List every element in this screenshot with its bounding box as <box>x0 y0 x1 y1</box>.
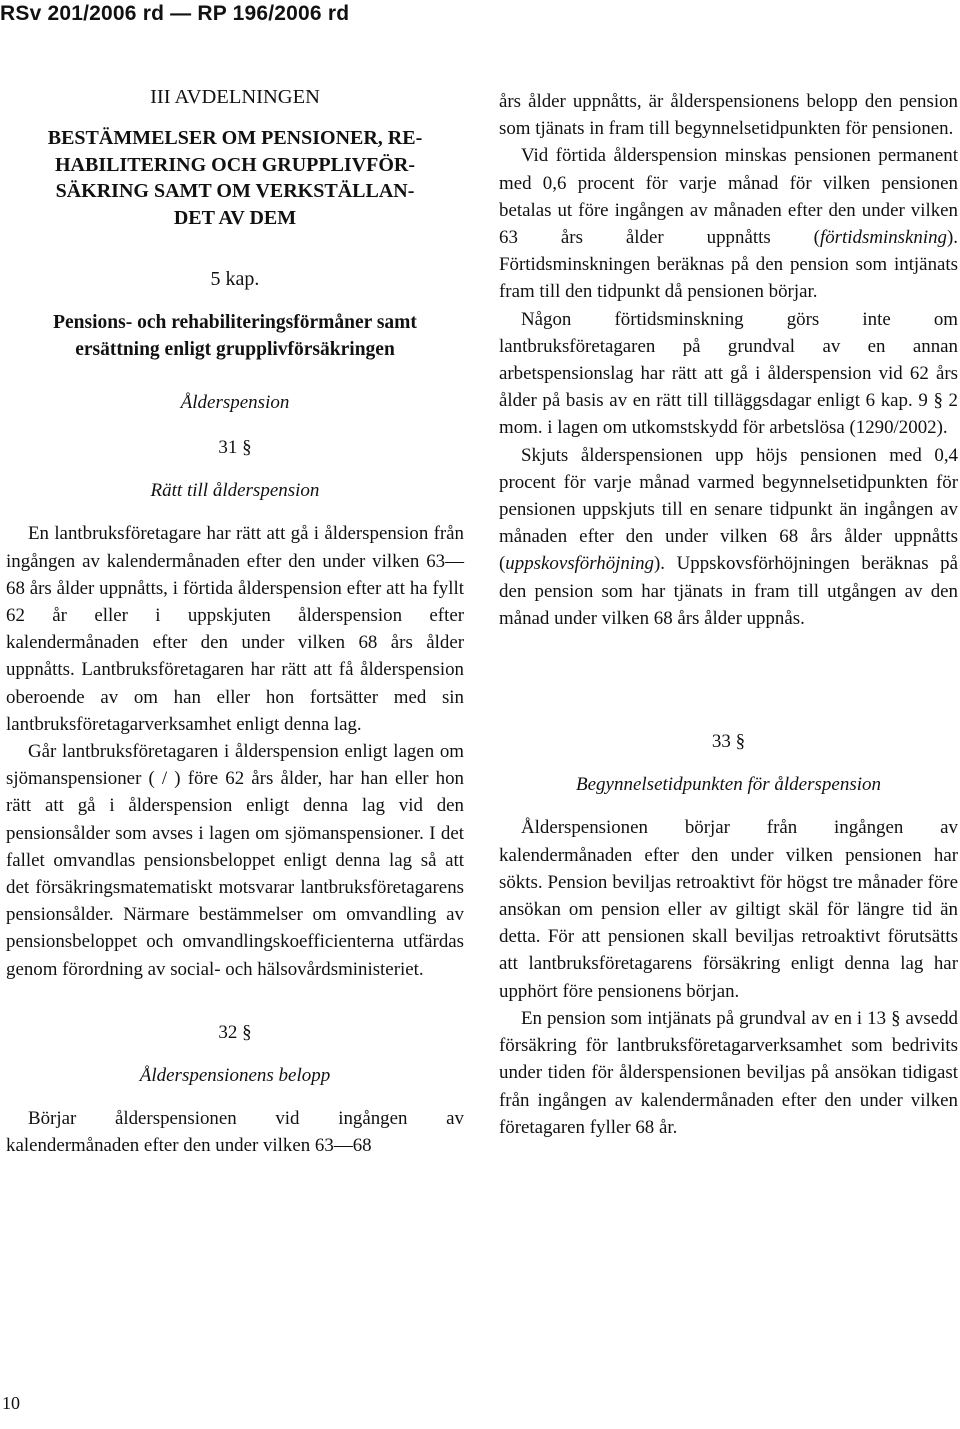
section-32-number: 32 § <box>218 1021 252 1043</box>
running-header: RSv 201/2006 rd — RP 196/2006 rd <box>0 2 350 25</box>
section-31-paragraph-1: En lantbruksföretagare har rätt att gå i ålderspension från ingången av kalendermånaden efter den under vilken 63—68 års ålder uppnåtts, i förtida ålderspension efter att ha fyllt 62 år eller i uppskjuten ålderspension efter kalendermånaden efter den under vilken 68 års ålder uppnåtts. Lantbruksföretagaren har rätt att få ålderspension oberoende av om han eller hon fortsätter med sin lantbruksföretagarverksamhet enligt denna lag. <box>6 523 464 735</box>
part-title <box>6 125 464 231</box>
chapter-title <box>6 309 464 363</box>
part-title-line: HABILITERING OCH GRUPPLIVFÖR- <box>54 153 416 176</box>
section-33-paragraph-1: Ålderspensionen börjar från ingången av kalendermånaden efter den under vilken pensionen har sökts. Pension beviljas retroaktivt för högst tre månader före ansökan om pension eller av giltigt skäl för längre tid än detta. För att pensionen skall beviljas retroaktivt förutsätts att lantbruksföretagarens försäkring enligt denna lag har upphört före pensionens början. <box>499 817 958 1002</box>
section-32-paragraph-1: Börjar ålderspensionen vid ingången av kalendermånaden efter den under vilken 63—68 <box>6 1108 464 1157</box>
section-31-title: Rätt till ålderspension <box>150 480 320 502</box>
term-uppskovsforhojning: uppskovsförhöjning <box>505 553 654 575</box>
part-title-line: DET AV DEM <box>173 206 297 229</box>
text-run: ). Uppskovsförhöjningen beräknas på den pension som har tjänats in fram till utgången av den månad under vilken 68 års ålder uppnås. <box>499 553 958 629</box>
left-column <box>6 84 464 1160</box>
section-31-number: 31 § <box>218 436 252 458</box>
section-31-paragraph-2: Går lantbruksföretagaren i ålderspension enligt lagen om sjömanspensioner ( / ) före 62 års ålder, har han eller hon rätt att gå i ålderspension enligt denna lag vid den pensionsålder som avses i lagen om sjömanspensioner. I det fallet omvandlas pensionsbeloppet enligt denna lag så att det försäkringsmatematiskt motsvarar lantbruksföretagarens pensionsålder. Närmare bestämmelser om omvandling av pensionsbeloppet och omvandlingskoefficienterna utfärdas genom förordning av social- och hälsovårdsministeriet. <box>6 741 464 980</box>
section-33-paragraph-2: En pension som intjänats på grundval av en i 13 § avsedd försäkring för lantbruksföretagarverksamhet som bedrivits under tiden för ålderspensionen beviljas på ansökan tidigast från ingången av kalendermånaden efter den under vilken företagaren fyller 68 år. <box>499 1007 958 1138</box>
subheading-alderspension: Ålderspension <box>180 391 290 413</box>
section-32-title: Ålderspensionens belopp <box>139 1065 331 1087</box>
section-32-paragraph-1-continued: års ålder uppnåtts, är ålderspensionens belopp den pension som tjänats in fram till begynnelsetidpunkten för pensionen. <box>499 91 958 140</box>
section-33-number: 33 § <box>711 731 746 753</box>
section-32-paragraph-2 <box>499 142 958 305</box>
section-32-paragraph-3: Någon förtidsminskning görs inte om lantbruksföretagaren på grundval av en annan arbetspensionslag har rätt att gå i ålderspension vid 62 års ålder på basis av en rätt till tilläggsdagar enligt 6 kap. 9 § 2 mom. i lagen om utkomstskydd för arbetslösa (1290/2002). <box>499 308 958 439</box>
text-run: ). Förtidsminskningen beräknas på den pension som intjänats fram till den tidpunkt då pensionen börjar. <box>499 227 958 303</box>
section-33-title: Begynnelsetidpunkten för ålderspension <box>576 774 881 796</box>
page-number: 10 <box>2 1393 20 1413</box>
right-column <box>499 88 958 1141</box>
section-32-paragraph-4 <box>499 442 958 632</box>
part-title-line: BESTÄMMELSER OM PENSIONER, RE- <box>47 127 423 150</box>
text-run: Vid förtida ålderspension minskas pensionen permanent med 0,6 procent för varje månad för vilken pensionen betalas ut före ingången av månaden efter den under vilken 63 års ålder uppnåtts ( <box>499 145 958 249</box>
part-heading: III AVDELNINGEN <box>150 86 320 108</box>
chapter-title-line: ersättning enligt grupplivförsäkringen <box>75 338 395 360</box>
part-title-line: SÄKRING SAMT OM VERKSTÄLLAN- <box>55 180 415 203</box>
text-run: Skjuts ålderspensionen upp höjs pensionen med 0,4 procent för varje månad varmed begynnelsetidpunkten för pensionen uppskjuts till en senare tidpunkt än ingången av månaden efter den under vilken 68 års ålder uppnåtts ( <box>499 444 958 575</box>
chapter-number: 5 kap. <box>210 267 260 290</box>
term-fortidsminskning: förtidsminskning <box>819 227 947 249</box>
chapter-title-line: Pensions- och rehabiliteringsförmåner samt <box>53 311 417 333</box>
